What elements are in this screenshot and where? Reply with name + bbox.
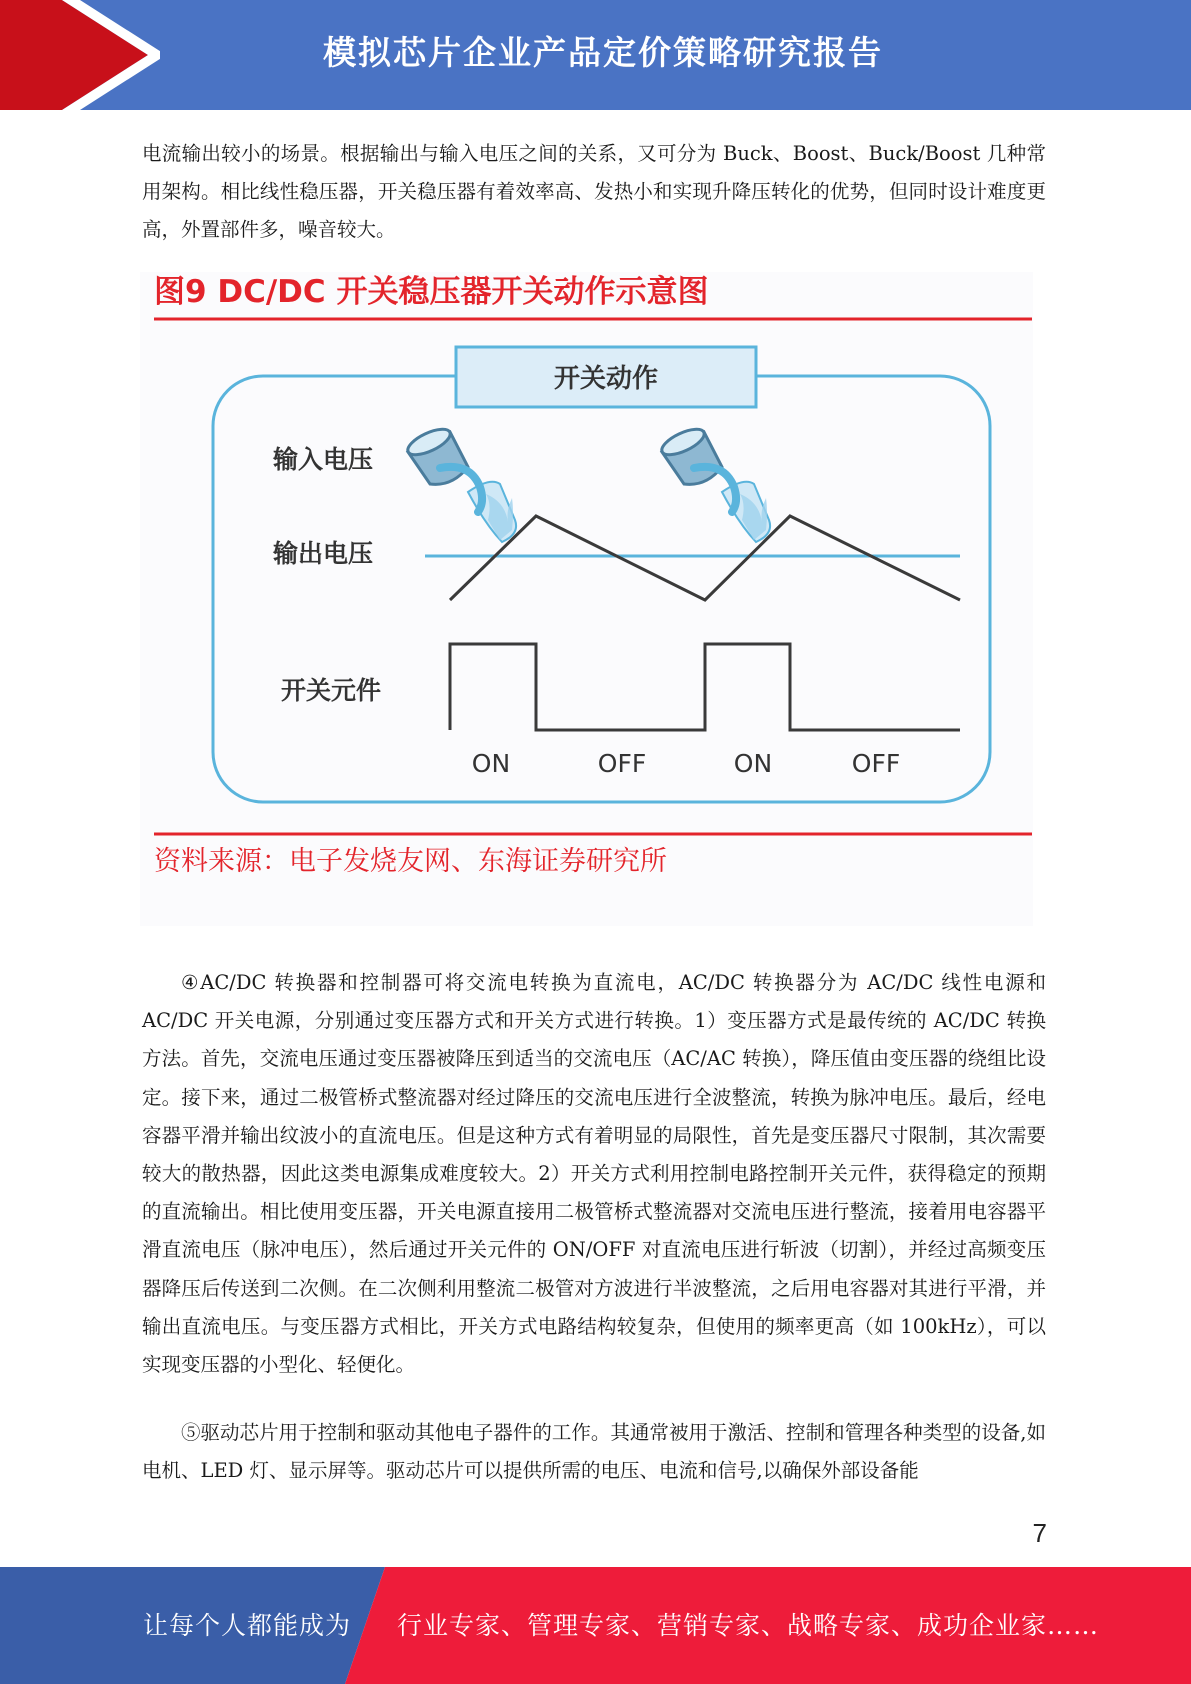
bucket-pour-icon [404,424,516,542]
switch-square-wave [450,644,960,730]
state-label-on-1: ON [471,749,511,778]
figure-9 [140,272,1033,926]
switch-element-label: 开关元件 [281,676,382,705]
sawtooth-waveform [450,516,960,600]
state-label-off-2: OFF [851,749,901,778]
bucket-pour-icon [658,424,770,542]
switching-diagram [140,272,1033,926]
body-paragraph-2: ④AC/DC 转换器和控制器可将交流电转换为直流电，AC/DC 转换器分为 AC/DC 线性电源和 AC/DC 开关电源，分别通过变压器方式和开关方式进行转换。1）变压器方式是最传统的 AC/DC 转换方法。首先，交流电压通过变压器被降压到适当的交流电压（AC/AC 转换），降压值由变压器的绕组比设定。接下来，通过二极管桥式整流器对经过降压的交流电压进行全波整流，转换为脉冲电压。最后，经电容器平滑并输出纹波小的直流电压。但是这种方式有着明显的局限性，首先是变压器尺寸限制，其次需要较大的散热器，因此这类电源集成难度较大。2）开关方式利用控制电路控制开关元件，获得稳定的预期的直流输出。相比使用变压器，开关电源直接用二极管桥式整流器对交流电压进行整流，接着用电容器平滑直流电压（脉冲电压），然后通过开关元件的 ON/OFF 对直流电压进行斩波（切割），并经过高频变压器降压后传送到二次侧。在二次侧利用整流二极管对方波进行半波整流，之后用电容器对其进行平滑，并输出直流电压。与变压器方式相比，开关方式电路结构较复杂，但使用的频率更高（如 100kHz），可以实现变压器的小型化、轻便化。 [142,971,1046,1377]
body-paragraph-1: 电流输出较小的场景。根据输出与输入电压之间的关系，又可分为 Buck、Boost、Buck/Boost 几种常用架构。相比线性稳压器，开关稳压器有着效率高、发热小和实现升降压转化的优势，但同时设计难度更高，外置部件多，噪音较大。 [142,142,1046,242]
diagram-frame [213,376,990,802]
body-paragraph-3: ⑤驱动芯片用于控制和驱动其他电子器件的工作。其通常被用于激活、控制和管理各种类型的设备,如电机、LED 灯、显示屏等。驱动芯片可以提供所需的电压、电流和信号,以确保外部设备能 [142,1421,1046,1483]
input-voltage-label: 输入电压 [273,445,374,474]
state-label-on-2: ON [733,749,773,778]
page-footer [0,1567,1191,1684]
page-header [0,0,1191,110]
figure-title: 图9 DC/DC 开关稳压器开关动作示意图 [154,274,709,310]
page-number: 7 [1032,1518,1047,1548]
footer-slogan-left: 让每个人都能成为 [143,1611,352,1640]
label-box-text: 开关动作 [553,364,659,394]
report-title: 模拟芯片企业产品定价策略研究报告 [323,33,883,72]
footer-slogan-right: 行业专家、管理专家、营销专家、战略专家、成功企业家…… [397,1611,1100,1640]
state-label-off-1: OFF [597,749,647,778]
output-voltage-label: 输出电压 [273,539,374,568]
figure-source: 资料来源：电子发烧友网、东海证券研究所 [154,846,667,877]
